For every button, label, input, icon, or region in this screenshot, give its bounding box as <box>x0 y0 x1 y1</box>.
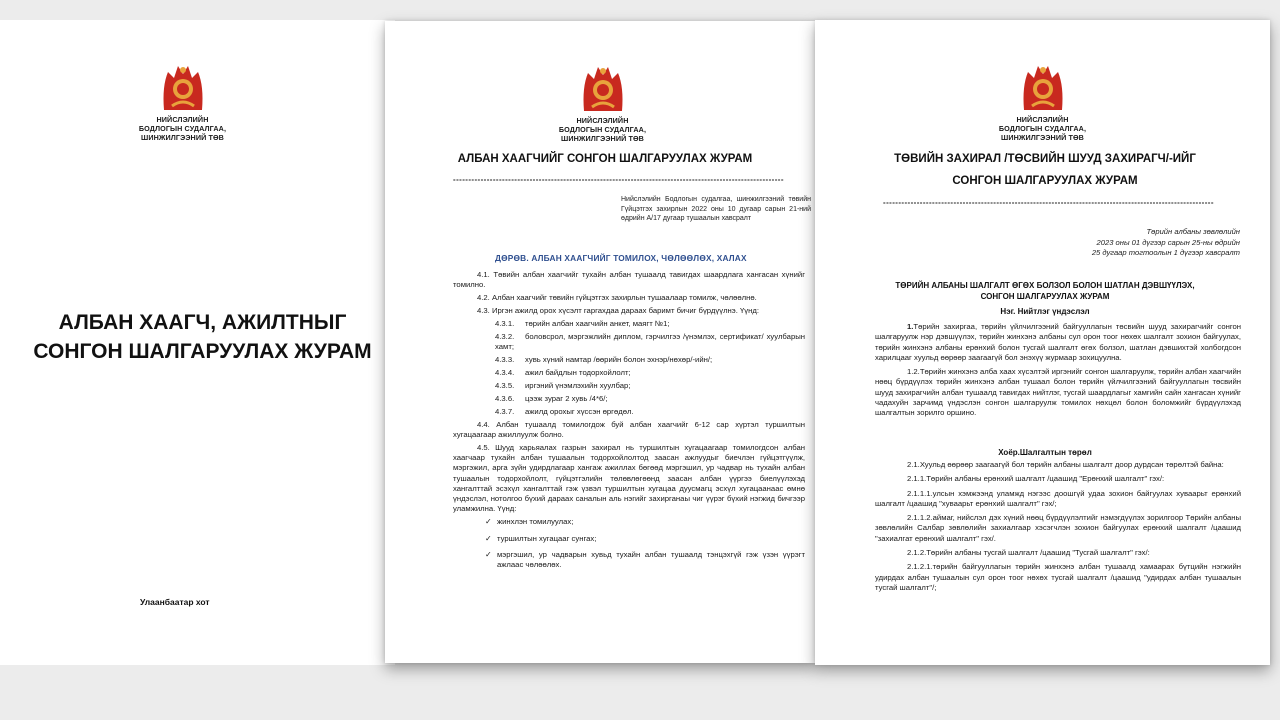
cover-title: АЛБАН ХААГЧ, АЖИЛТНЫГ СОНГОН ШАЛГАРУУЛАХ ЖУРАМ <box>33 311 372 363</box>
list-item: 4.3.7. ажилд орохыг хүссэн өргөдөл. <box>495 406 634 416</box>
cover-city: Улаанбаатар хот <box>140 597 210 607</box>
body-text <box>875 322 1241 423</box>
list-item: 4.3.1. төрийн албан хаагчийн анкет, маягт №1; <box>495 318 670 328</box>
paragraph: 1.Төрийн захиргаа, төрийн үйлчилгээний байгууллагын төсвийн шууд захирагчийг сонгон шалгаруулж нэр дэвшүүлэх, төрийн жинхэнэ албаны сул орон тоог нөхөх шалгалт зохион байгуулах, төрийн жинхэнэ албаны ерөнхий болон тусгай шалгалт өгөх болзол, шатлан дэвшихтэй холбогдсон харилцааг хуульд өөрөөр заагаагүй бол энэхүү журмаар зохицуулна. <box>875 322 1241 362</box>
chapter-heading: Хоёр.Шалгалтын төрөл <box>998 448 1092 457</box>
paragraph: 2.1.2.1.төрийн байгууллагын төрийн жинхэнэ албан тушаалд хамаарах бүтцийн нэгжийн удирдах албан тушаалын сул орон тоог нөхөх тусгай шалгалт /цаашид "удирдах албан тушаалын тусгай шалгалт"/; <box>875 562 1241 592</box>
list-item: 4.3.2. боловсрол, мэргэжлийн диплом, гэрчилгээ /үнэмлэх, сертификат/ хуулбарын хамт; <box>495 331 805 352</box>
body-text <box>453 270 805 577</box>
paragraph: 4.3. Иргэн ажилд орох хүсэлт гаргахдаа дараах баримт бичиг бүрдүүлнэ. Үүнд: <box>477 306 759 316</box>
org-name: НИЙСЛЭЛИЙН БОДЛОГЫН СУДАЛГАА, ШИНЖИЛГЭЭНИЙ ТӨВ <box>138 115 227 142</box>
regulation-page-2 <box>385 21 815 663</box>
document-title: ТӨВИЙН ЗАХИРАЛ /ТӨСВИЙН ШУУД ЗАХИРАГЧ/-ИЙГ СОНГОН ШАЛГАРУУЛАХ ЖУРАМ <box>894 153 1196 187</box>
divider-line: ------------------------------------------------------------------------------------------------------------ <box>453 175 784 184</box>
checkmark-icon: ✓ <box>485 549 492 559</box>
bullet-item: ✓ туршилтын хугацааг сунгах; <box>485 533 597 543</box>
approval-note: Нийслэлийн Бодлогын судалгаа, шинжилгээний төвийн Гүйцэтгэх захирлын 2022 оны 10 дугаар сарын 21-ний өдрийн А/17 дугаар тушаалын хавсралт <box>621 196 811 222</box>
bullet-item: ✓ жинхлэн томилуулах; <box>485 517 574 527</box>
cover-page <box>0 20 395 665</box>
chapter-heading: Нэг. Нийтлэг үндэслэл <box>1000 307 1090 316</box>
logo-emblem-icon <box>580 63 626 113</box>
divider-line: ------------------------------------------------------------------------------------------------------------ <box>883 198 1214 207</box>
section-title: ТӨРИЙН АЛБАНЫ ШАЛГАЛТ ӨГӨХ БОЛЗОЛ БОЛОН ШАТЛАН ДЭВШҮҮЛЭХ, СОНГОН ШАЛГАРУУЛАХ ЖУРАМ <box>895 281 1195 301</box>
paragraph: 4.4. Албан тушаалд томилогдож буй албан хаагчийг 6-12 сар хүртэл туршилтын хугацаагаар ажиллуулж болно. <box>453 419 805 439</box>
bullet-item: ✓ мэргэшил, ур чадварын хувьд тухайн албан тушаалд тэнцэхгүй гэж үзэн үүрэгт ажлаас чөлөөлөх. <box>485 549 805 570</box>
paragraph: 2.1.Хуульд өөрөөр заагаагүй бол төрийн албаны шалгалт доор дурдсан төрөлтэй байна: <box>907 460 1224 469</box>
paragraph: 2.1.2.Төрийн албаны тусгай шалгалт /цаашид "Тусгай шалгалт" гэх/: <box>907 548 1150 558</box>
paragraph: 2.1.1.2.аймаг, нийслэл дэх хүний нөөц бүрдүүлэлтийг нэмэгдүүлэх зорилгоор Төрийн албаны зөвлөлийн Салбар зөвлөлийн захиалгаар хэсэгчлэн зохион байгуулах ерөнхий шалгалт /цаашид "захиалгат ерөнхий шалгалт" гэх/. <box>875 513 1241 543</box>
paragraph: 2.1.1.Төрийн албаны ерөнхий шалгалт /цаашид "Ерөнхий шалгалт" гэх/: <box>907 474 1165 484</box>
org-logo <box>535 63 670 143</box>
org-name: НИЙСЛЭЛИЙН БОДЛОГЫН СУДАЛГАА, ШИНЖИЛГЭЭНИЙ ТӨВ <box>998 115 1087 142</box>
list-item: 4.3.6. цээж зураг 2 хувь /4*6/; <box>495 393 608 403</box>
org-logo <box>115 62 250 142</box>
paragraph: 4.1. Төвийн албан хаагчийг тухайн албан тушаалд тавигдах шаардлага хангасан хүнийг томилно. <box>453 270 805 290</box>
paragraph: 2.1.1.1.улсын хэмжээнд уламжд нэгээс доошгүй удаа зохион байгуулах хуваарьт ерөнхий шалгалт /цаашид "хуваарьт ерөнхий шалгалт" гэх/; <box>875 488 1241 508</box>
section-title: ДӨРӨВ. АЛБАН ХААГЧИЙГ ТОМИЛОХ, ЧӨЛӨӨЛӨХ, ХАЛАХ <box>495 253 747 263</box>
list-item: 4.3.3. хувь хүний намтар /өөрийн болон эхнэр/нөхөр/-ийн/; <box>495 355 713 365</box>
paragraph: 4.2. Албан хаагчийг төвийн гүйцэтгэх захирлын тушаалаар томилж, чөлөөлнө. <box>477 293 757 303</box>
body-text <box>875 460 1241 597</box>
org-name: НИЙСЛЭЛИЙН БОДЛОГЫН СУДАЛГАА, ШИНЖИЛГЭЭНИЙ ТӨВ <box>558 116 647 143</box>
approval-note: Төрийн албаны зөвлөлийн 2023 оны 01 дүгээр сарын 25-ны өдрийн 25 дугаар тогтоолын 1 дүгээр хавсралт <box>1091 227 1240 257</box>
paragraph: 1.2.Төрийн жинхэнэ алба хаах хүсэлтэй иргэнийг сонгон шалгаруулж, төрийн албан хаагчийн нөөц бүрдүүлэх төрийн жинхэнэ албан тушаал болон төрийн үйлчилгээний байгууллагын төсвийн шууд захирагчийн албан тушаалд тавигдах нийтлэг, тусгай шаардлагыг хамгийн сайн хангасан хүнийг чадахуйн зарчимд үндэслэн сонгон шалгаруулж томилох нөхцөл болон боломжийг бүрдүүлэхэд шалгалтын зорилго оршино. <box>875 367 1241 418</box>
document-title: АЛБАН ХААГЧИЙГ СОНГОН ШАЛГАРУУЛАХ ЖУРАМ <box>457 153 753 165</box>
logo-emblem-icon <box>1020 62 1066 112</box>
checkmark-icon: ✓ <box>485 533 492 543</box>
checkmark-icon: ✓ <box>485 517 492 527</box>
paragraph: 4.5. Шууд харьяалах газрын захирал нь туршилтын хугацаагаар томилогдсон албан хаагчаар тухайн албан тушаалын тодорхойлолтод заасан ажлуудыг биечлэн гүйцэтгүүлж, мэргэжил, арга зүйн удирдлагаар хангаж ажиллах бөгөөд мэргэшил, ур чадвар нь тухайн албан тушаалын тодорхойлолт, гүйцэтгэлийн төлөвлөгөөнд заасан албан үүргээ биелүүлэхэд хангалттай эсэхүл хангалттай гэж үзвэл туршилтын хугацаа дуусмагц эсхүл хугацаанаас өмнө үндэслэл, нотолгоо бүхий дараах саналын аль нэгийг захирганаы чиг үүрэг бүхий нэгжид бичгээр уламжилна. Үүнд: <box>453 442 805 514</box>
logo-emblem-icon <box>160 62 206 112</box>
list-item: 4.3.4. ажил байдлын тодорхойлолт; <box>495 367 631 377</box>
org-logo <box>975 62 1110 142</box>
list-item: 4.3.5. иргэний үнэмлэхийн хуулбар; <box>495 380 631 390</box>
regulation-page-3 <box>815 20 1270 665</box>
